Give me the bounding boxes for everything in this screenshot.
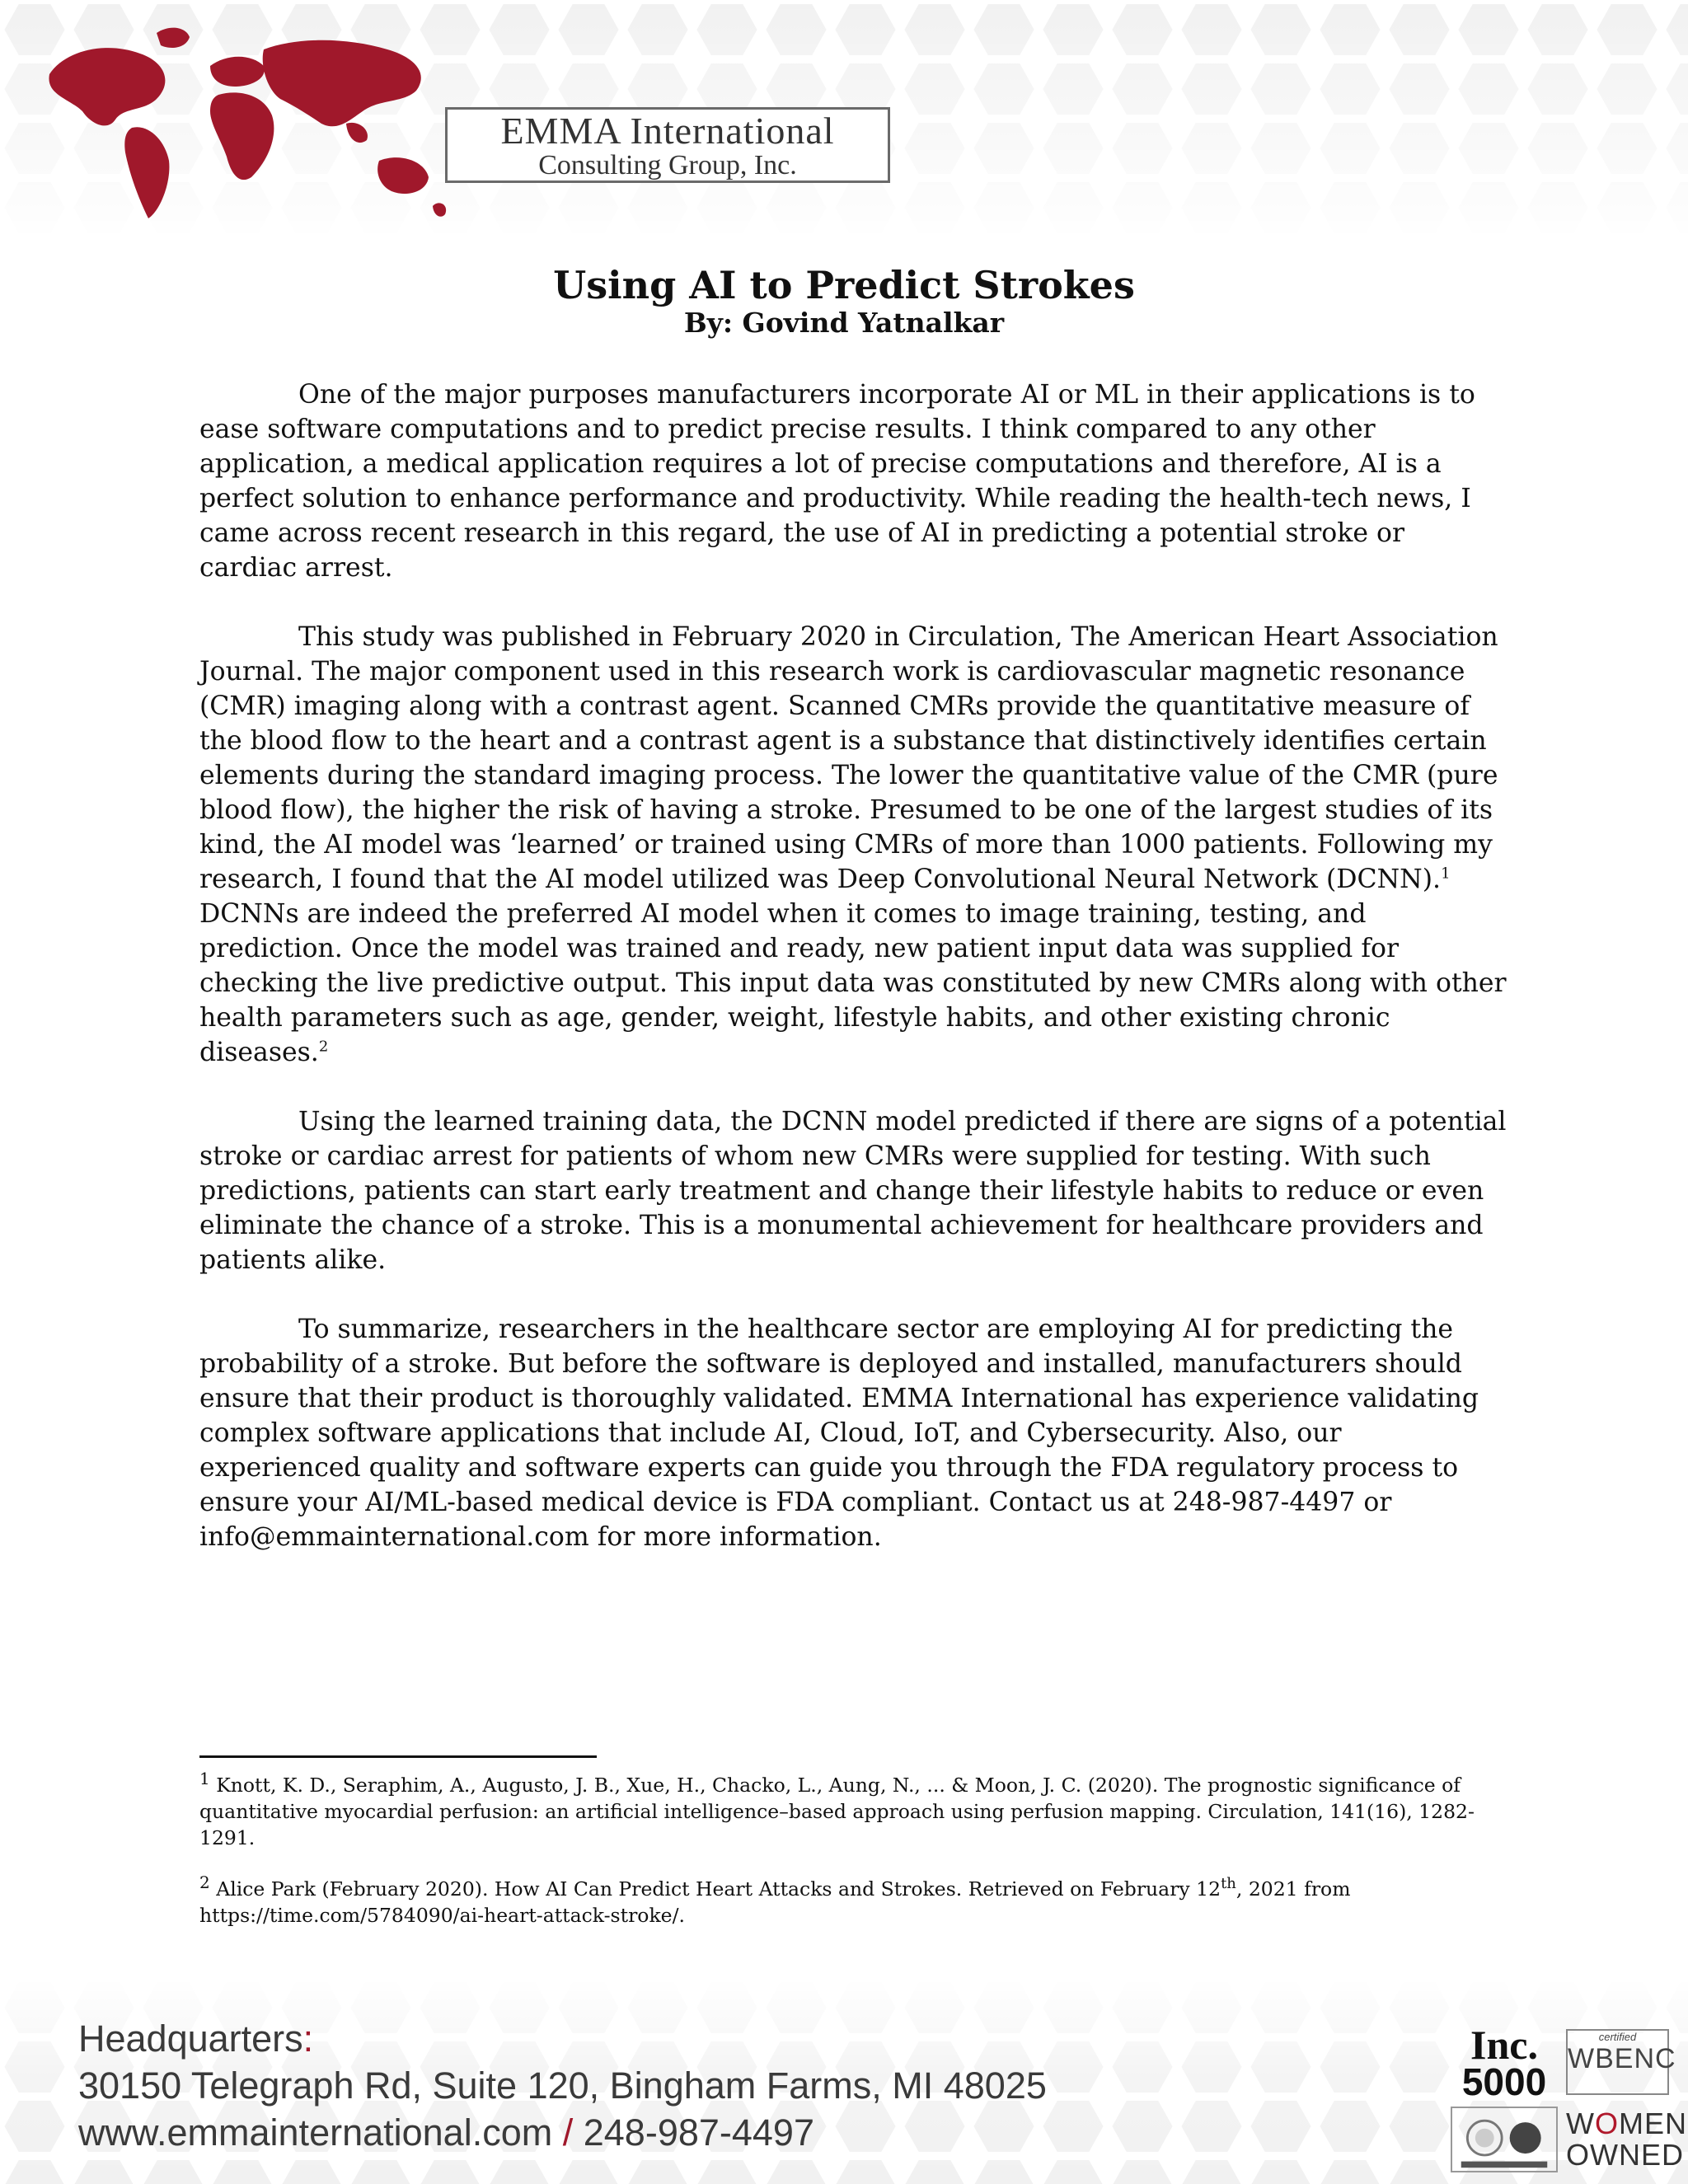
paragraph-3: Using the learned training data, the DCNN model predicted if there are signs of a potential stroke or cardiac arrest for patients of whom new CMRs were supplied for testing. With such predictions, patients can start early treatment and change their lifestyle habits to reduce or even eliminate the chance of a stroke. This is a monumental achievement for healthcare providers and patients alike. bbox=[199, 1107, 1507, 1275]
footnote-2-mark: 2 bbox=[199, 1872, 210, 1893]
footnote-2-ordinal: th bbox=[1221, 1875, 1236, 1893]
hq-heading bbox=[78, 2015, 1047, 2062]
inc-number: 5000 bbox=[1461, 2060, 1547, 2103]
logo-company-name: EMMA International bbox=[500, 110, 835, 152]
logo-company-subtitle: Consulting Group, Inc. bbox=[538, 150, 797, 180]
inc-5000-badge bbox=[1451, 2022, 1558, 2103]
paragraph-2 bbox=[199, 620, 1510, 1070]
women-word bbox=[1566, 2107, 1687, 2140]
women-owned-badge bbox=[1566, 2107, 1687, 2172]
owned-word: OWNED bbox=[1566, 2138, 1684, 2172]
wbenc-certified: certified bbox=[1598, 2031, 1637, 2043]
article-title: Using AI to Predict Strokes bbox=[553, 263, 1135, 307]
certification-badges bbox=[1451, 2022, 1687, 2174]
footnote-2-text-b: , 2021 from https://time.com/5784090/ai-heart-attack-stroke/. bbox=[199, 1877, 1351, 1927]
hq-label: Headquarters bbox=[78, 2018, 303, 2060]
phone-number: 248-987-4497 bbox=[583, 2111, 814, 2154]
paragraph-4: To summarize, researchers in the healthcare sector are employing AI for predicting the probability of a stroke. But before the software is deployed and installed, manufacturers should ensure that their product is thoroughly validated. EMMA International has experience validating complex software applications that include AI, Cloud, IoT, and Cybersecurity. Also, our experienced quality and software experts can guide you through the FDA regulatory process to ensure your AI/ML-based medical device is FDA compliant. Contact us at 248-987-4497 or info@emmainternational.com for more information. bbox=[199, 1315, 1479, 1552]
hq-contact bbox=[78, 2109, 1047, 2156]
footnote-1-text: Knott, K. D., Seraphim, A., Augusto, J. B., Xue, H., Chacko, L., Aung, N., ... & Moon, J. C. (2020). The prognostic significance of quantitative myocardial perfusion: an artificial intelligence–based approach using perfusion mapping. Circulation, 141(16), 1282-1291. bbox=[199, 1774, 1475, 1849]
footnote-2 bbox=[199, 1872, 1485, 1929]
headquarters-footer bbox=[78, 2015, 1047, 2156]
paragraph-2-part-a: This study was published in February 2020 in Circulation, The American Heart Association Journal. The major component used in this research work is cardiovascular magnetic resonance (CMR) imaging along with a contrast agent. Scanned CMRs provide the quantitative measure of the blood flow to the heart and a contrast agent is a substance that distinctively identifies certain elements during the standard imaging process. The lower the quantitative value of the CMR (pure blood flow), the higher the risk of having a stroke. Presumed to be one of the largest studies of its kind, the AI model was ‘learned’ or trained using CMRs of more than 1000 patients. Following my research, I found that the AI model utilized was Deep Convolutional Neural Network (DCNN). bbox=[199, 622, 1498, 894]
women-o: O bbox=[1594, 2107, 1619, 2140]
wbenc-word: WBENC bbox=[1568, 2043, 1676, 2074]
seal-icons bbox=[1451, 2107, 1558, 2172]
footnote-ref-2: 2 bbox=[318, 1038, 329, 1056]
hq-address: 30150 Telegraph Rd, Suite 120, Bingham Farms, MI 48025 bbox=[78, 2064, 1047, 2107]
contact-separator: / bbox=[552, 2111, 584, 2154]
company-logo bbox=[445, 107, 890, 183]
women-w: W bbox=[1566, 2107, 1595, 2140]
footnote-1-mark: 1 bbox=[199, 1769, 210, 1789]
wbenc-badge bbox=[1566, 2029, 1676, 2095]
women-rest: MEN bbox=[1619, 2107, 1687, 2140]
inc-word: Inc. bbox=[1470, 2022, 1538, 2068]
footnotes bbox=[199, 1769, 1485, 1953]
article-byline: By: Govind Yatnalkar bbox=[683, 307, 1005, 339]
paragraph-1: One of the major purposes manufacturers incorporate AI or ML in their applications is to ease software computations and to predict precise results. I think compared to any other application, a medical application requires a lot of precise computations and therefore, AI is a perfect solution to enhance performance and productivity. While reading the health-tech news, I came across recent research in this regard, the use of AI in predicting a potential stroke or cardiac arrest. bbox=[199, 380, 1475, 583]
footnote-2-text-a: Alice Park (February 2020). How AI Can Predict Heart Attacks and Strokes. Retrieved on February 12 bbox=[216, 1877, 1221, 1900]
hq-colon: : bbox=[302, 2018, 314, 2060]
website-link[interactable]: www.emmainternational.com bbox=[78, 2111, 553, 2154]
world-map-logo bbox=[33, 16, 462, 231]
article-body bbox=[199, 377, 1510, 1589]
footnote-divider bbox=[199, 1755, 597, 1758]
footnote-1 bbox=[199, 1769, 1485, 1851]
footnote-ref-1: 1 bbox=[1441, 865, 1451, 883]
paragraph-2-part-b: DCNNs are indeed the preferred AI model when it comes to image training, testing, and prediction. Once the model was trained and ready, new patient input data was supplied for checking the live predictive output. This input data was constituted by new CMRs along with other health parameters such as age, gender, weight, lifestyle habits, and other existing chronic diseases. bbox=[199, 899, 1507, 1067]
